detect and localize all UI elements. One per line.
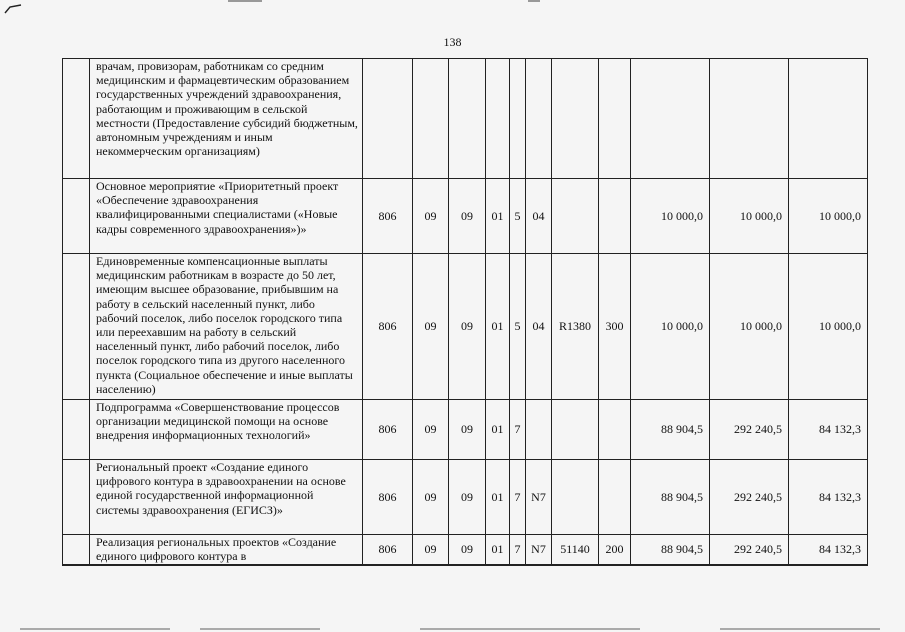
row-description: Основное мероприятие «Приоритетный проект «Обеспечение здравоохранения квалифицированными специалистами («Новые кадры современного здравоохранения»)» xyxy=(90,179,363,254)
ministry-code: 806 xyxy=(363,535,413,565)
expense-type-code: 200 xyxy=(599,535,631,565)
budget-table xyxy=(62,58,868,566)
subsection-code: 09 xyxy=(449,400,486,460)
row-marker-cell xyxy=(63,400,90,460)
ministry-code: 806 xyxy=(363,254,413,400)
amount-year-1: 10 000,0 xyxy=(631,179,710,254)
program-code: 01 xyxy=(486,400,510,460)
section-code: 09 xyxy=(413,460,449,535)
program-code: 01 xyxy=(486,254,510,400)
subprogram-code: 7 xyxy=(510,400,526,460)
scan-artifact-top xyxy=(228,0,262,2)
row-marker-cell xyxy=(63,535,90,565)
amount-year-3: 10 000,0 xyxy=(789,254,868,400)
amount-year-3: 84 132,3 xyxy=(789,400,868,460)
expense-type-code: 300 xyxy=(599,254,631,400)
ministry-code: 806 xyxy=(363,460,413,535)
row-description: Единовременные компенсационные выплаты медицинским работникам в возрасте до 50 лет, имеющим высшее образование, прибывшим на работу в сельский населенный пункт, либо рабочий поселок, либо поселок городского типа или переехавшим на работу в сельский населенный пункт, либо рабочий поселок, либо поселок городского типа из другого населенного пункта (Социальное обеспечение и иные выплаты населению) xyxy=(90,254,363,400)
ministry-code: 806 xyxy=(363,179,413,254)
amount-year-2: 292 240,5 xyxy=(710,400,789,460)
direction-code xyxy=(552,400,599,460)
section-code: 09 xyxy=(413,179,449,254)
program-code: 01 xyxy=(486,460,510,535)
subprogram-code: 5 xyxy=(510,254,526,400)
row-description: Подпрограмма «Совершенствование процессов организации медицинской помощи на основе внедрения информационных технологий» xyxy=(90,400,363,460)
expense-type-code xyxy=(599,59,631,179)
amount-year-1: 88 904,5 xyxy=(631,400,710,460)
ministry-code: 806 xyxy=(363,400,413,460)
row-marker-cell xyxy=(63,254,90,400)
ministry-code xyxy=(363,59,413,179)
subsection-code: 09 xyxy=(449,535,486,565)
row-marker-cell xyxy=(63,179,90,254)
subsection-code xyxy=(449,59,486,179)
scan-artifact-bottom xyxy=(420,628,640,630)
table-row xyxy=(63,179,868,254)
row-description: Реализация региональных проектов «Создание единого цифрового контура в xyxy=(90,535,363,565)
amount-year-3 xyxy=(789,59,868,179)
direction-code xyxy=(552,59,599,179)
main-event-code xyxy=(526,400,552,460)
table-row xyxy=(63,535,868,565)
direction-code: R1380 xyxy=(552,254,599,400)
program-code: 01 xyxy=(486,535,510,565)
amount-year-2: 10 000,0 xyxy=(710,179,789,254)
program-code xyxy=(486,59,510,179)
direction-code: 51140 xyxy=(552,535,599,565)
amount-year-1: 10 000,0 xyxy=(631,254,710,400)
scan-artifact-bottom xyxy=(720,628,880,630)
main-event-code xyxy=(526,59,552,179)
amount-year-3: 10 000,0 xyxy=(789,179,868,254)
section-code: 09 xyxy=(413,254,449,400)
direction-code xyxy=(552,460,599,535)
amount-year-2: 292 240,5 xyxy=(710,460,789,535)
subsection-code: 09 xyxy=(449,254,486,400)
table-row xyxy=(63,400,868,460)
expense-type-code xyxy=(599,179,631,254)
main-event-code: N7 xyxy=(526,535,552,565)
section-code: 09 xyxy=(413,535,449,565)
section-code: 09 xyxy=(413,400,449,460)
amount-year-2: 292 240,5 xyxy=(710,535,789,565)
main-event-code: N7 xyxy=(526,460,552,535)
program-code: 01 xyxy=(486,179,510,254)
amount-year-1 xyxy=(631,59,710,179)
table-row xyxy=(63,460,868,535)
subprogram-code xyxy=(510,59,526,179)
amount-year-3: 84 132,3 xyxy=(789,460,868,535)
subprogram-code: 5 xyxy=(510,179,526,254)
table-row xyxy=(63,254,868,400)
row-description: врачам, провизорам, работникам со средним медицинским и фармацевтическим образованием государственных учреждений здравоохранения, работающим и проживающим в сельской местности (Предоставление субсидий бюджетным, автономным учреждениям и иным некоммерческим организациям) xyxy=(90,59,363,179)
amount-year-2 xyxy=(710,59,789,179)
row-marker-cell xyxy=(63,460,90,535)
scan-artifact-top xyxy=(528,0,540,2)
subsection-code: 09 xyxy=(449,179,486,254)
main-event-code: 04 xyxy=(526,254,552,400)
table-row xyxy=(63,59,868,179)
amount-year-1: 88 904,5 xyxy=(631,535,710,565)
section-code xyxy=(413,59,449,179)
scan-artifact-bottom xyxy=(200,628,320,630)
scan-artifact-bottom xyxy=(20,628,170,630)
amount-year-2: 10 000,0 xyxy=(710,254,789,400)
expense-type-code xyxy=(599,460,631,535)
subprogram-code: 7 xyxy=(510,535,526,565)
amount-year-3: 84 132,3 xyxy=(789,535,868,565)
main-event-code: 04 xyxy=(526,179,552,254)
subprogram-code: 7 xyxy=(510,460,526,535)
scan-corner-mark-icon xyxy=(4,4,22,14)
amount-year-1: 88 904,5 xyxy=(631,460,710,535)
subsection-code: 09 xyxy=(449,460,486,535)
expense-type-code xyxy=(599,400,631,460)
direction-code xyxy=(552,179,599,254)
row-description: Региональный проект «Создание единого цифрового контура в здравоохранении на основе единой государственной информационной системы здравоохранения (ЕГИСЗ)» xyxy=(90,460,363,535)
page-number: 138 xyxy=(443,35,462,49)
row-marker-cell xyxy=(63,59,90,179)
